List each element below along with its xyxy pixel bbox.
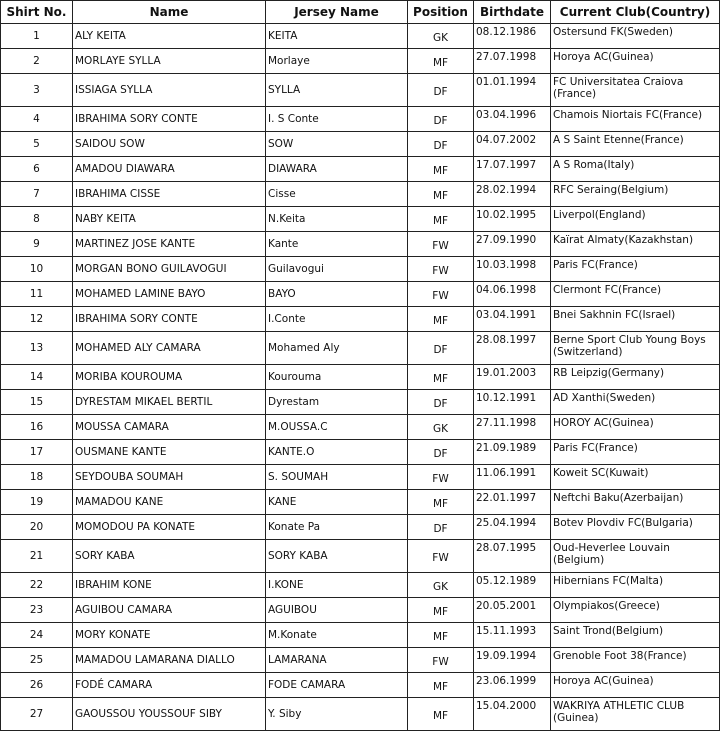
current-club-cell: Chamois Niortais FC(France) [551,107,720,132]
player-name-cell: ALY KEITA [73,24,266,49]
shirt-number-cell: 17 [1,440,73,465]
current-club-cell: Koweit SC(Kuwait) [551,465,720,490]
table-row [1,307,720,332]
player-name-cell: IBRAHIMA CISSE [73,182,266,207]
birthdate-cell: 03.04.1991 [474,307,551,332]
player-name-cell: AMADOU DIAWARA [73,157,266,182]
birthdate-cell: 28.02.1994 [474,182,551,207]
shirt-number-cell: 9 [1,232,73,257]
current-club-cell: Paris FC(France) [551,257,720,282]
jersey-name-cell: Guilavogui [266,257,408,282]
header-row [1,1,720,24]
table-row [1,390,720,415]
position-cell: MF [408,49,474,74]
current-club-cell: A S Saint Etenne(France) [551,132,720,157]
shirt-number-cell: 24 [1,623,73,648]
shirt-number-cell: 20 [1,515,73,540]
player-name-cell: MORLAYE SYLLA [73,49,266,74]
position-cell: MF [408,598,474,623]
current-club-cell: Olympiakos(Greece) [551,598,720,623]
jersey-name-cell: SOW [266,132,408,157]
player-name-cell: SEYDOUBA SOUMAH [73,465,266,490]
position-cell: DF [408,390,474,415]
header-position: Position [408,1,474,24]
jersey-name-cell: Y. Siby [266,698,408,731]
position-cell: MF [408,157,474,182]
shirt-number-cell: 27 [1,698,73,731]
table-row [1,332,720,365]
player-name-cell: IBRAHIM KONE [73,573,266,598]
position-cell: MF [408,673,474,698]
position-cell: FW [408,282,474,307]
position-cell: DF [408,132,474,157]
shirt-number-cell: 26 [1,673,73,698]
table-row [1,598,720,623]
table-row [1,74,720,107]
table-row [1,182,720,207]
birthdate-cell: 05.12.1989 [474,573,551,598]
jersey-name-cell: BAYO [266,282,408,307]
table-row [1,673,720,698]
player-name-cell: MAMADOU LAMARANA DIALLO [73,648,266,673]
jersey-name-cell: FODE CAMARA [266,673,408,698]
current-club-cell: RFC Seraing(Belgium) [551,182,720,207]
shirt-number-cell: 11 [1,282,73,307]
jersey-name-cell: Kourouma [266,365,408,390]
position-cell: MF [408,623,474,648]
shirt-number-cell: 8 [1,207,73,232]
jersey-name-cell: Mohamed Aly [266,332,408,365]
table-row [1,157,720,182]
position-cell: GK [408,24,474,49]
table-row [1,107,720,132]
jersey-name-cell: Konate Pa [266,515,408,540]
position-cell: FW [408,648,474,673]
position-cell: FW [408,257,474,282]
jersey-name-cell: I. S Conte [266,107,408,132]
player-name-cell: IBRAHIMA SORY CONTE [73,107,266,132]
shirt-number-cell: 1 [1,24,73,49]
current-club-cell: Oud-Heverlee Louvain (Belgium) [551,540,720,573]
jersey-name-cell: KEITA [266,24,408,49]
birthdate-cell: 22.01.1997 [474,490,551,515]
birthdate-cell: 27.11.1998 [474,415,551,440]
birthdate-cell: 04.07.2002 [474,132,551,157]
player-name-cell: MOHAMED LAMINE BAYO [73,282,266,307]
birthdate-cell: 15.04.2000 [474,698,551,731]
shirt-number-cell: 13 [1,332,73,365]
position-cell: DF [408,515,474,540]
jersey-name-cell: KANTE.O [266,440,408,465]
current-club-cell: Clermont FC(France) [551,282,720,307]
player-name-cell: MORY KONATE [73,623,266,648]
player-name-cell: IBRAHIMA SORY CONTE [73,307,266,332]
header-jersey-name: Jersey Name [266,1,408,24]
position-cell: FW [408,232,474,257]
table-row [1,365,720,390]
jersey-name-cell: S. SOUMAH [266,465,408,490]
birthdate-cell: 04.06.1998 [474,282,551,307]
shirt-number-cell: 15 [1,390,73,415]
shirt-number-cell: 21 [1,540,73,573]
jersey-name-cell: M.OUSSA.C [266,415,408,440]
player-name-cell: MARTINEZ JOSE KANTE [73,232,266,257]
position-cell: DF [408,440,474,465]
shirt-number-cell: 12 [1,307,73,332]
current-club-cell: Ostersund FK(Sweden) [551,24,720,49]
jersey-name-cell: Morlaye [266,49,408,74]
player-name-cell: MOHAMED ALY CAMARA [73,332,266,365]
birthdate-cell: 17.07.1997 [474,157,551,182]
player-name-cell: MAMADOU KANE [73,490,266,515]
shirt-number-cell: 19 [1,490,73,515]
shirt-number-cell: 7 [1,182,73,207]
jersey-name-cell: KANE [266,490,408,515]
current-club-cell: Horoya AC(Guinea) [551,49,720,74]
position-cell: FW [408,540,474,573]
position-cell: MF [408,307,474,332]
jersey-name-cell: Cisse [266,182,408,207]
table-row [1,623,720,648]
shirt-number-cell: 18 [1,465,73,490]
current-club-cell: Bnei Sakhnin FC(Israel) [551,307,720,332]
player-name-cell: AGUIBOU CAMARA [73,598,266,623]
position-cell: FW [408,465,474,490]
current-club-cell: Paris FC(France) [551,440,720,465]
current-club-cell: Botev Plovdiv FC(Bulgaria) [551,515,720,540]
table-row [1,648,720,673]
jersey-name-cell: N.Keita [266,207,408,232]
shirt-number-cell: 2 [1,49,73,74]
current-club-cell: A S Roma(Italy) [551,157,720,182]
table-row [1,515,720,540]
table-row [1,490,720,515]
jersey-name-cell: SORY KABA [266,540,408,573]
jersey-name-cell: DIAWARA [266,157,408,182]
current-club-cell: Horoya AC(Guinea) [551,673,720,698]
shirt-number-cell: 22 [1,573,73,598]
table-row [1,698,720,731]
position-cell: DF [408,74,474,107]
jersey-name-cell: Kante [266,232,408,257]
position-cell: MF [408,490,474,515]
current-club-cell: Liverpol(England) [551,207,720,232]
jersey-name-cell: I.Conte [266,307,408,332]
player-name-cell: MOMODOU PA KONATE [73,515,266,540]
birthdate-cell: 15.11.1993 [474,623,551,648]
birthdate-cell: 10.12.1991 [474,390,551,415]
player-name-cell: GAOUSSOU YOUSSOUF SIBY [73,698,266,731]
table-row [1,415,720,440]
current-club-cell: RB Leipzig(Germany) [551,365,720,390]
birthdate-cell: 21.09.1989 [474,440,551,465]
current-club-cell: Hibernians FC(Malta) [551,573,720,598]
table-row [1,232,720,257]
current-club-cell: Kaïrat Almaty(Kazakhstan) [551,232,720,257]
shirt-number-cell: 10 [1,257,73,282]
shirt-number-cell: 4 [1,107,73,132]
jersey-name-cell: M.Konate [266,623,408,648]
shirt-number-cell: 3 [1,74,73,107]
position-cell: GK [408,415,474,440]
player-name-cell: NABY KEITA [73,207,266,232]
birthdate-cell: 08.12.1986 [474,24,551,49]
table-row [1,440,720,465]
shirt-number-cell: 6 [1,157,73,182]
jersey-name-cell: LAMARANA [266,648,408,673]
birthdate-cell: 19.01.2003 [474,365,551,390]
table-row [1,282,720,307]
birthdate-cell: 03.04.1996 [474,107,551,132]
birthdate-cell: 01.01.1994 [474,74,551,107]
jersey-name-cell: I.KONE [266,573,408,598]
table-row [1,207,720,232]
player-name-cell: MORGAN BONO GUILAVOGUI [73,257,266,282]
birthdate-cell: 27.07.1998 [474,49,551,74]
current-club-cell: WAKRIYA ATHLETIC CLUB (Guinea) [551,698,720,731]
position-cell: MF [408,182,474,207]
player-name-cell: FODÉ CAMARA [73,673,266,698]
shirt-number-cell: 23 [1,598,73,623]
player-name-cell: SORY KABA [73,540,266,573]
birthdate-cell: 27.09.1990 [474,232,551,257]
shirt-number-cell: 14 [1,365,73,390]
position-cell: GK [408,573,474,598]
birthdate-cell: 10.03.1998 [474,257,551,282]
player-name-cell: MORIBA KOUROUMA [73,365,266,390]
current-club-cell: HOROY AC(Guinea) [551,415,720,440]
table-row [1,24,720,49]
shirt-number-cell: 16 [1,415,73,440]
jersey-name-cell: AGUIBOU [266,598,408,623]
position-cell: MF [408,698,474,731]
position-cell: DF [408,332,474,365]
header-shirt-no: Shirt No. [1,1,73,24]
player-name-cell: ISSIAGA SYLLA [73,74,266,107]
player-name-cell: SAIDOU SOW [73,132,266,157]
position-cell: MF [408,365,474,390]
birthdate-cell: 19.09.1994 [474,648,551,673]
table-row [1,540,720,573]
birthdate-cell: 25.04.1994 [474,515,551,540]
table-row [1,573,720,598]
player-name-cell: MOUSSA CAMARA [73,415,266,440]
table-row [1,132,720,157]
header-current-club: Current Club(Country) [551,1,720,24]
birthdate-cell: 11.06.1991 [474,465,551,490]
player-name-cell: DYRESTAM MIKAEL BERTIL [73,390,266,415]
player-name-cell: OUSMANE KANTE [73,440,266,465]
current-club-cell: Saint Trond(Belgium) [551,623,720,648]
shirt-number-cell: 25 [1,648,73,673]
current-club-cell: AD Xanthi(Sweden) [551,390,720,415]
birthdate-cell: 23.06.1999 [474,673,551,698]
shirt-number-cell: 5 [1,132,73,157]
header-name: Name [73,1,266,24]
table-row [1,465,720,490]
birthdate-cell: 28.08.1997 [474,332,551,365]
table-row [1,49,720,74]
header-birthdate: Birthdate [474,1,551,24]
birthdate-cell: 20.05.2001 [474,598,551,623]
current-club-cell: Neftchi Baku(Azerbaijan) [551,490,720,515]
birthdate-cell: 28.07.1995 [474,540,551,573]
jersey-name-cell: SYLLA [266,74,408,107]
position-cell: MF [408,207,474,232]
position-cell: DF [408,107,474,132]
table-row [1,257,720,282]
current-club-cell: Berne Sport Club Young Boys (Switzerland) [551,332,720,365]
birthdate-cell: 10.02.1995 [474,207,551,232]
current-club-cell: FC Universitatea Craiova (France) [551,74,720,107]
jersey-name-cell: Dyrestam [266,390,408,415]
current-club-cell: Grenoble Foot 38(France) [551,648,720,673]
